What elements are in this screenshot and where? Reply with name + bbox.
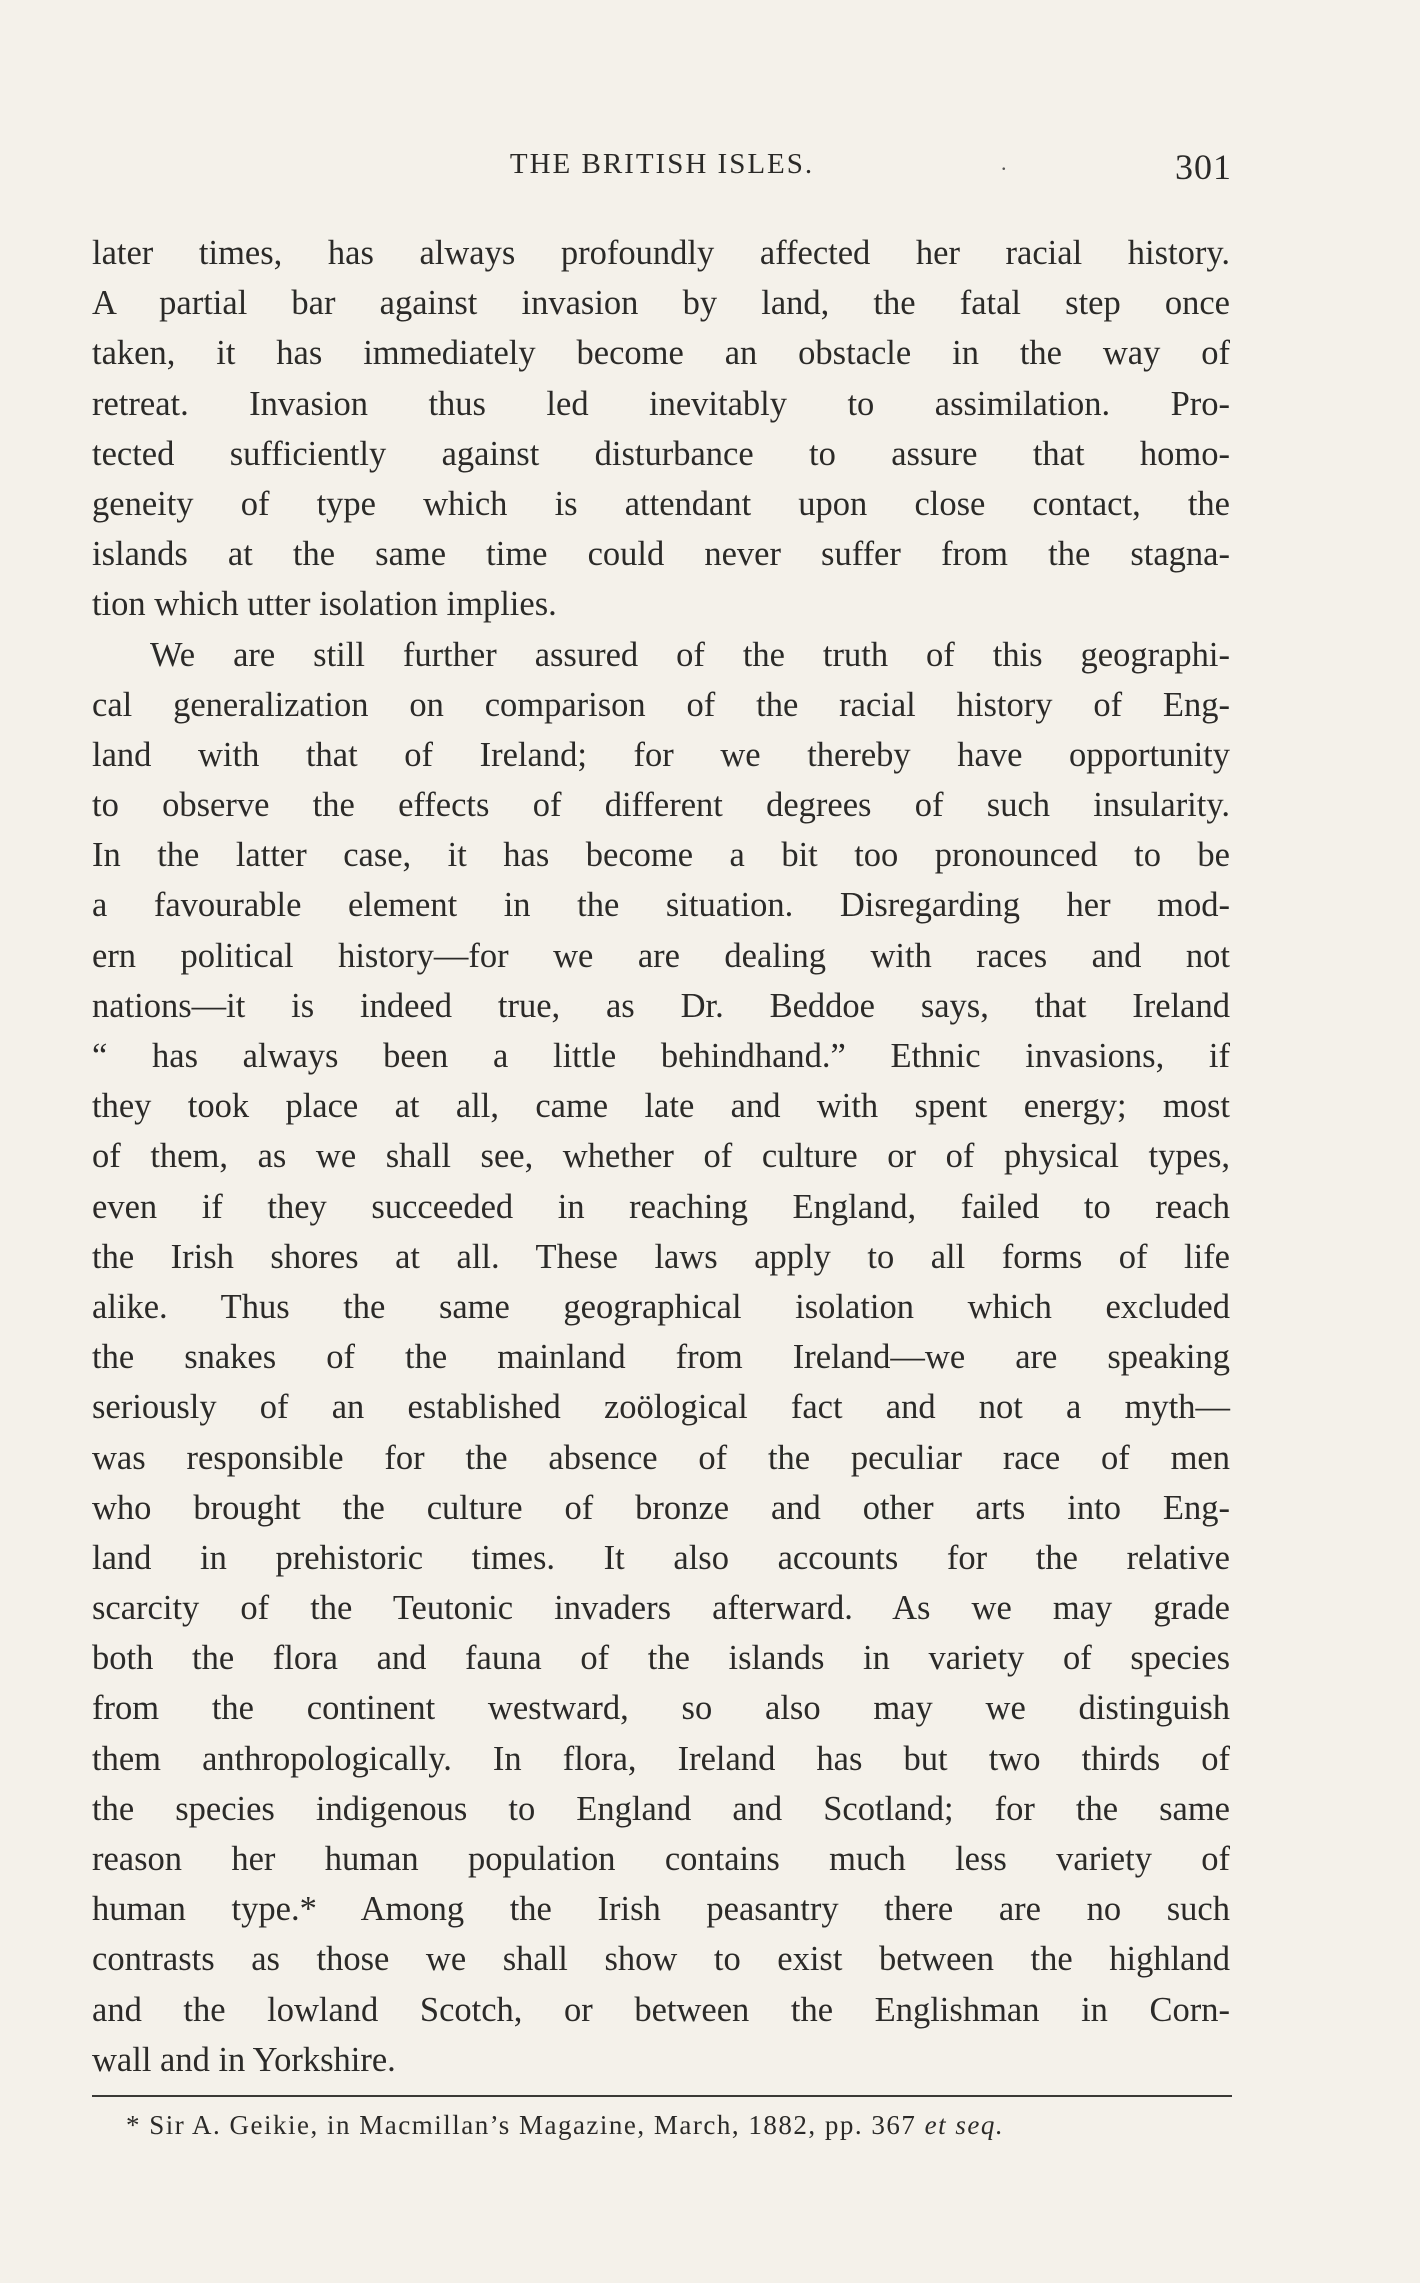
body-text [92,228,1230,2085]
text-line: nations—it is indeed true, as Dr. Beddoe says, that Ireland [92,986,1230,1025]
stray-mark: . [1001,150,1007,175]
text-line: to observe the effects of different degrees of such insularity. [92,786,1230,825]
text-line: taken, it has immediately become an obstacle in the way of [92,334,1230,373]
text-line: islands at the same time could never suffer from the stagna- [92,535,1230,574]
footnote-rule [92,2095,1232,2097]
text-line: scarcity of the Teutonic invaders afterward. As we may grade [92,1589,1230,1628]
text-line: In the latter case, it has become a bit too pronounced to be [92,836,1230,875]
text-line: “ has always been a little behindhand.” Ethnic invasions, if [92,1037,1230,1075]
text-line: ern political history—for we are dealing with races and not [92,936,1230,975]
text-line: alike. Thus the same geographical isolation which excluded [92,1287,1230,1326]
text-line: tion which utter isolation implies. [92,585,557,624]
text-line: the species indigenous to England and Scotland; for the same [92,1789,1230,1828]
text-line: from the continent westward, so also may we distinguish [92,1689,1230,1728]
text-line: the snakes of the mainland from Ireland—we are speaking [92,1338,1230,1377]
text-line: who brought the culture of bronze and other arts into Eng- [92,1488,1230,1527]
text-line: they took place at all, came late and with spent energy; most [92,1087,1230,1126]
text-line: tected sufficiently against disturbance to assure that homo- [92,434,1230,473]
text-line: cal generalization on comparison of the racial history of Eng- [92,685,1230,724]
page-number: 301 [1175,147,1232,187]
footnote-italic: et seq. [924,2110,1005,2140]
footnote [126,2110,1004,2141]
running-head [92,142,1232,192]
text-line: and the lowland Scotch, or between the Englishman in Corn- [92,1990,1230,2029]
text-line: of them, as we shall see, whether of culture or of physical types, [92,1137,1230,1176]
footnote-text: Sir A. Geikie, in Macmillan’s Magazine, March, 1882, pp. 367 [149,2110,917,2140]
text-line: retreat. Invasion thus led inevitably to assimilation. Pro- [92,384,1230,423]
text-line: land in prehistoric times. It also accounts for the relative [92,1538,1230,1577]
text-line: both the flora and fauna of the islands in variety of species [92,1639,1230,1678]
running-title: THE BRITISH ISLES. [509,148,815,180]
text-line: geneity of type which is attendant upon close contact, the [92,484,1230,523]
text-line: contrasts as those we shall show to exist between the highland [92,1940,1230,1979]
text-line: was responsible for the absence of the peculiar race of men [92,1438,1230,1477]
text-line: We are still further assured of the truth of this geographi- [150,635,1230,674]
text-line: wall and in Yorkshire. [92,2040,396,2079]
text-line: A partial bar against invasion by land, the fatal step once [92,284,1230,323]
text-line: even if they succeeded in reaching England, failed to reach [92,1187,1230,1226]
text-line: reason her human population contains much less variety of [92,1840,1230,1878]
text-line: a favourable element in the situation. Disregarding her mod- [92,886,1230,925]
text-line: human type.* Among the Irish peasantry there are no such [92,1890,1230,1929]
text-line: them anthropologically. In flora, Ireland has but two thirds of [92,1739,1230,1778]
text-line: later times, has always profoundly affected her racial history. [92,234,1230,272]
footnote-marker: * [126,2110,141,2140]
text-line: land with that of Ireland; for we thereby have opportunity [92,735,1230,774]
text-line: the Irish shores at all. These laws apply to all forms of life [92,1237,1230,1276]
text-line: seriously of an established zoölogical fact and not a myth— [92,1388,1230,1427]
